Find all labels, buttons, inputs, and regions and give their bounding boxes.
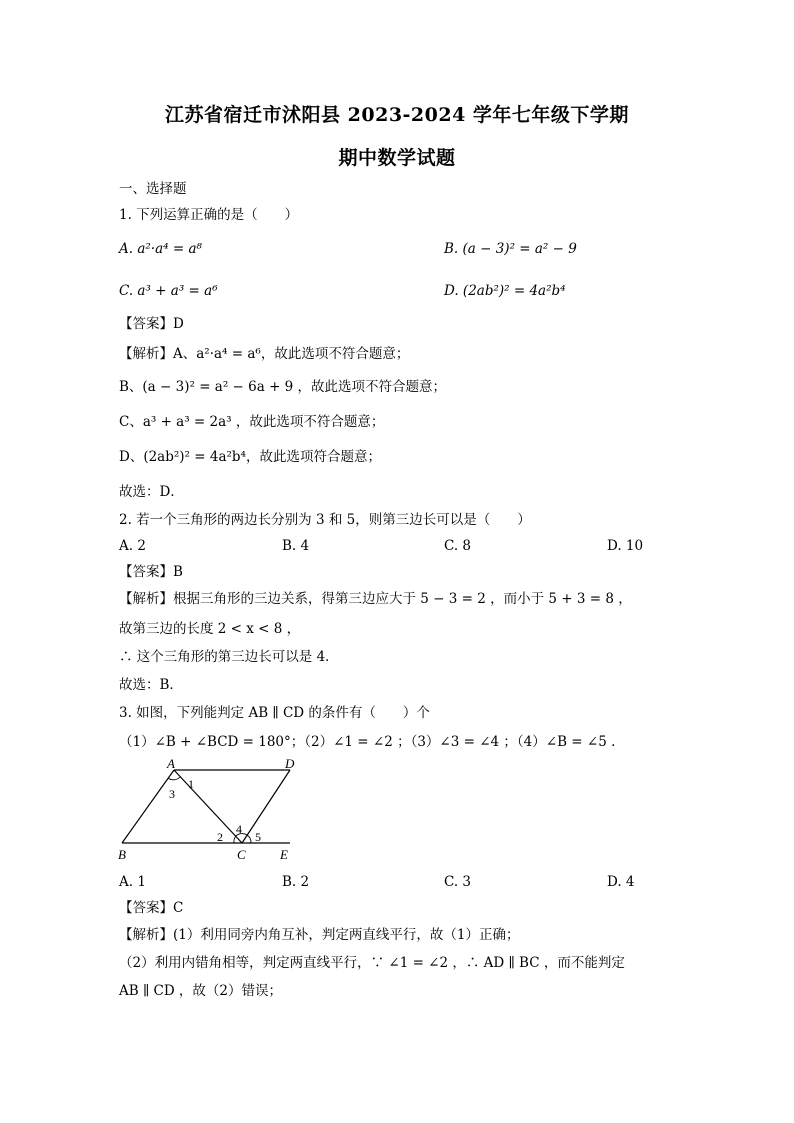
- q1-explanation-3: C、a³ + a³ = 2a³ ，故此选项不符合题意；: [119, 414, 385, 430]
- figure-label-c: C: [237, 847, 246, 862]
- q3-stem: 3. 如图，下列能判定 AB ∥ CD 的条件有（ ）个: [119, 705, 430, 721]
- q1-option-a: A. a²·a⁴ = a⁸: [119, 241, 202, 257]
- q3-explanation-1: 【解析】(1）利用同旁内角互补，判定两直线平行，故（1）正确；: [119, 927, 520, 943]
- q3-option-a: A. 1: [119, 874, 146, 890]
- q3-option-c: C. 3: [444, 874, 472, 890]
- q2-stem: 2. 若一个三角形的两边长分别为 3 和 5，则第三边长可以是（ ）: [119, 512, 531, 528]
- figure-angle-3: 3: [169, 787, 175, 801]
- q2-answer: 【答案】B: [119, 564, 183, 580]
- q3-geometry-figure: [110, 755, 310, 865]
- q2-option-b: B. 4: [282, 538, 310, 554]
- figure-angle-4: 4: [236, 822, 242, 836]
- q1-explanation-2: B、(a − 3)² = a² − 6a + 9 ，故此选项不符合题意；: [119, 379, 447, 395]
- figure-label-b: B: [118, 847, 126, 862]
- q3-explanation-3: AB ∥ CD ，故（2）错误；: [119, 983, 283, 999]
- q2-explanation-1: 【解析】根据三角形的三边关系，得第三边应大于 5 − 3 = 2 ，而小于 5 + 3 = 8 ，: [119, 591, 632, 607]
- figure-angle-2: 2: [217, 830, 223, 844]
- q3-explanation-2: （2）利用内错角相等，判定两直线平行，∵ ∠1 = ∠2 ，∴ AD ∥ BC ，而不能判定: [119, 955, 625, 971]
- q2-explanation-2: 故第三边的长度 2 < x < 8 ，: [119, 621, 301, 637]
- q2-option-d: D. 10: [607, 538, 644, 554]
- q1-option-b: B. (a − 3)² = a² − 9: [444, 241, 577, 257]
- section-heading: 一、选择题: [119, 181, 187, 197]
- q2-explanation-3: ∴ 这个三角形的第三边长可以是 4．: [119, 649, 339, 665]
- figure-label-e: E: [280, 847, 288, 862]
- figure-label-a: A: [167, 756, 175, 771]
- figure-angle-1: 1: [188, 777, 194, 791]
- q3-option-d: D. 4: [607, 874, 635, 890]
- q3-option-b: B. 2: [282, 874, 310, 890]
- q1-explanation-4: D、(2ab²)² = 4a²b⁴，故此选项符合题意；: [119, 449, 381, 465]
- document-title-line1: 江苏省宿迁市沭阳县 2023-2024 学年七年级下学期: [165, 104, 629, 126]
- q2-option-c: C. 8: [444, 538, 472, 554]
- figure-label-d: D: [285, 756, 295, 771]
- q1-explanation-1: 【解析】A、a²·a⁴ = a⁶，故此选项不符合题意；: [119, 346, 410, 362]
- q2-option-a: A. 2: [119, 538, 146, 554]
- q2-choose: 故选：B．: [119, 677, 183, 693]
- q1-stem: 1. 下列运算正确的是（ ）: [119, 207, 299, 223]
- q3-answer: 【答案】C: [119, 900, 184, 916]
- q3-conditions: （1）∠B + ∠BCD = 180°；（2）∠1 = ∠2 ；（3）∠3 = ∠4 ；（4）∠B = ∠5 .: [119, 734, 616, 750]
- q1-option-c: C. a³ + a³ = a⁶: [119, 283, 218, 299]
- document-title-line2: 期中数学试题: [338, 147, 456, 169]
- q1-answer: 【答案】D: [119, 316, 184, 332]
- q1-option-d: D. (2ab²)² = 4a²b⁴: [444, 283, 566, 299]
- figure-angle-5: 5: [255, 830, 261, 844]
- q1-choose: 故选：D．: [119, 484, 184, 500]
